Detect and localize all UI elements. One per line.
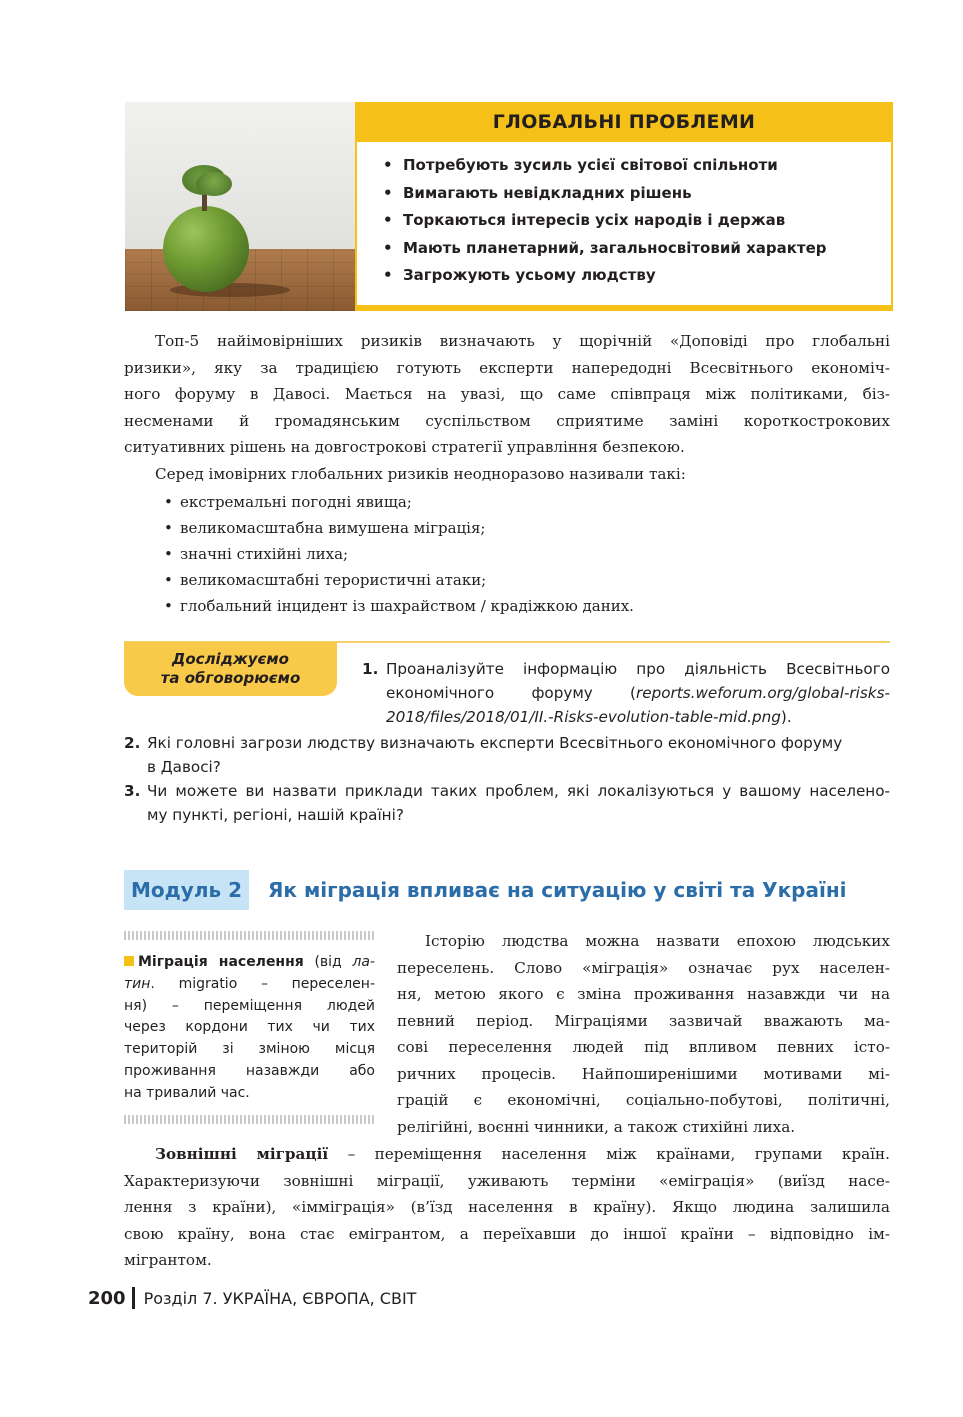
text-line: певний період. Міграціями зазвичай вважають ма- — [397, 1011, 890, 1030]
divider — [124, 1115, 375, 1124]
question-2: 2. Які головні загрози людству визначають експерти Всесвітнього економічного форуму в Давосі? — [124, 731, 890, 779]
divider — [124, 931, 375, 940]
text-line: мігрантом. — [124, 1251, 212, 1269]
text-line: Характеризуючи зовнішні міграції, уживають терміни «еміграція» (виїзд насе- — [124, 1171, 890, 1190]
text-line: економічного форуму (reports.weforum.org/global-risks- — [386, 684, 890, 702]
text-line: територій зі зміною місця — [124, 1041, 375, 1058]
divider — [357, 305, 891, 311]
list-item: • глобальний інцидент із шахрайством / крадіжкою даних. — [164, 593, 634, 619]
list-item: • Загрожують усьому людству — [383, 262, 827, 290]
text-line: Топ-5 найімовірніших ризиків визначають у щорічній «Доповіді про глобальні — [155, 332, 890, 350]
text-line: несменами й громадянським суспільством сприятиме заміні короткострокових — [124, 411, 890, 430]
divider — [132, 1287, 135, 1309]
list-item: • Потребують зусиль усієї світової спільноти — [383, 152, 827, 180]
text-line: сові переселення людей під впливом певних істо- — [397, 1038, 890, 1056]
text-line: 2018/files/2018/01/II.-Risks-evolution-table-mid.png). — [386, 708, 792, 726]
intro-paragraph — [124, 328, 890, 487]
module-badge: Модуль 2 — [124, 870, 249, 910]
text-line: грацій є економічні, соціально-побутові, політичні, — [397, 1091, 890, 1109]
list-item: • Торкаються інтересів усіх народів і держав — [383, 207, 827, 235]
text-line: тин. migratio – переселен- — [124, 975, 375, 992]
text-line: ного форуму в Давосі. Мається на увазі, що саме співпраця між політиками, біз- — [124, 385, 890, 403]
risks-list — [164, 489, 634, 619]
list-item: • значні стихійні лиха; — [164, 541, 634, 567]
global-problems-list — [383, 152, 827, 290]
list-item: • Вимагають невідкладних рішень — [383, 180, 827, 208]
text-line: ня) – переміщення людей — [124, 997, 375, 1014]
text-line: ризики», яку за традицією готують експерти напередодні Всесвітнього економіч- — [124, 358, 890, 377]
badge-line: та обговорюємо — [160, 669, 301, 687]
text-line: через кордони тих чи тих — [124, 1019, 375, 1036]
text-line: Зовнішні міграції – переміщення населення між країнами, групами країн. — [155, 1145, 890, 1163]
square-bullet-icon — [124, 956, 134, 966]
text-line: Чи можете ви назвати приклади таких проблем, які локалізуються у вашому населено- — [147, 782, 890, 800]
text-line: Які головні загрози людству визначають експерти Всесвітнього економічного форуму — [147, 734, 843, 752]
page-footer — [88, 1287, 416, 1309]
text-line: на тривалий час. — [124, 1084, 250, 1101]
text-line: переселень. Слово «міграція» означає рух населен- — [397, 958, 890, 977]
text-line: в Давосі? — [147, 758, 221, 776]
list-item: • великомасштабні терористичні атаки; — [164, 567, 634, 593]
section-title: Розділ 7. УКРАЇНА, ЄВРОПА, СВІТ — [143, 1288, 417, 1308]
global-problems-title: ГЛОБАЛЬНІ ПРОБЛЕМИ — [357, 102, 891, 142]
definition-box — [124, 952, 375, 1105]
text-line: Проаналізуйте інформацію про діяльність Всесвітнього — [386, 660, 890, 678]
link[interactable]: 2018/files/2018/01/II.-Risks-evolution-table-mid.png — [386, 708, 781, 726]
page-number: 200 — [88, 1287, 126, 1309]
global-problems-box — [355, 102, 893, 311]
list-item: • Мають планетарний, загальносвітовий характер — [383, 235, 827, 263]
globe-tree-illustration — [125, 102, 355, 311]
discuss-badge — [124, 642, 337, 696]
external-migration-paragraph — [124, 1141, 890, 1274]
text-line: ричних процесів. Найпоширенішими мотивами мі- — [397, 1064, 890, 1083]
list-item: • великомасштабна вимушена міграція; — [164, 515, 634, 541]
text-line: лення з країни), «імміграція» (в’їзд населення в країну). Якщо людина залишила — [124, 1198, 890, 1216]
text-line: релігійні, воєнні чинники, а також стихійні лиха. — [397, 1117, 796, 1136]
migration-paragraph — [397, 928, 890, 1140]
text-line: ситуативних рішень на довгострокові стратегії управління безпекою. — [124, 438, 685, 456]
text-line: му пункті, регіоні, нашій країні? — [147, 806, 404, 824]
text-line: свою країну, вона стає емігрантом, а переїхавши до іншої країни – відповідно ім- — [124, 1224, 890, 1243]
badge-line: Досліджуємо — [172, 650, 289, 668]
question-1: 1. Проаналізуйте інформацію про діяльність Всесвітнього економічного форуму (reports.weforum.org/global-risks- 2018/files/2018/01/II.-Risks-evolution-table-mid.png). — [362, 657, 890, 729]
text-line: Міграція населення (від ла- — [124, 952, 375, 974]
risks-lead: Серед імовірних глобальних ризиків неодноразово називали такі: — [155, 464, 686, 483]
module-title: Як міграція впливає на ситуацію у світі та Україні — [268, 878, 847, 902]
text-line: ня, метою якого є зміна проживання назавжди чи на — [397, 985, 890, 1003]
text-line: Історію людства можна назвати епохою людських — [425, 932, 890, 950]
globe-icon — [163, 206, 249, 292]
list-item: • екстремальні погодні явища; — [164, 489, 634, 515]
text-line: проживання назавжди або — [124, 1062, 375, 1079]
link[interactable]: reports.weforum.org/global-risks- — [635, 684, 890, 702]
question-3: 3. Чи можете ви назвати приклади таких проблем, які локалізуються у вашому населено- му пункті, регіоні, нашій країні? — [124, 779, 890, 827]
